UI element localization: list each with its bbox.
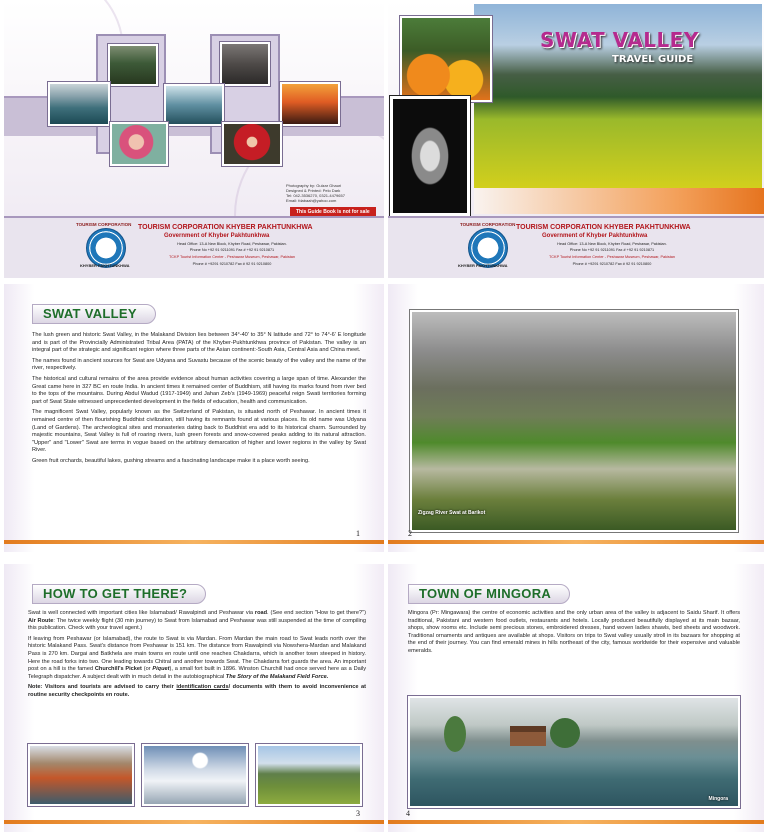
photo-caption: Mingora [708,796,728,802]
page-heading: TOWN OF MINGORA [408,584,570,604]
org-name: TOURISM CORPORATION KHYBER PAKHTUNKHWA [516,224,691,231]
photo-credit [286,183,345,203]
page-ribbon [388,820,764,824]
logo-arc-text: TOURISM CORPORATION [460,222,516,227]
page-3-body [28,610,366,703]
photo-child [110,122,168,166]
photo-autumn-river [28,744,134,806]
org-tic-phone: Phone # +9291 9210782 Fax # 92 91 9210800 [192,262,272,266]
page-4 [388,564,764,832]
tree-shape [550,718,580,748]
credit-tel: Tel: 042-3536270, 0321-4479657 [286,193,345,198]
photo-snow-valley [142,744,248,806]
org-phone: Phone No +92 91 9211091 Fax # +92 91 9210871 [569,248,655,252]
page-number: 4 [406,809,410,818]
org-tic: TCKP Tourist Information Center - Peshawar Museum, Peshawar, Pakistan [548,255,676,259]
page-heading: SWAT VALLEY [32,304,156,324]
page-number: 2 [408,529,412,538]
photo-sunset-tree [280,82,340,126]
photo-green-hills [256,744,362,806]
credit-email: Email: fdabaah@yahoo.com [286,198,337,203]
photo-girl-red-scarf [222,122,282,166]
spread-pages-1-2 [0,284,768,552]
page-number: 1 [356,529,360,538]
page-ribbon [388,540,764,544]
org-government: Government of Khyber Pakhtunkhwa [542,233,648,239]
paragraph-route: Swat is well connected with important cities like Islamabad/ Rawalpindi and Peshawar via road. (See end section "How to get there?") Air Route: The twice weekly flight (30 min journey) to Swat from Islamabad and Peshawar was still suspended at the time of compiling this publication. Check with your travel agent.) [28,610,366,632]
photo-stone-carving [220,42,270,86]
tckp-logo [468,228,508,268]
photo-stupa-statue [390,96,470,216]
org-head-office: Head Office: 13-A New Block, Khyber Road, Peshawar, Pakistan. [177,242,287,246]
logo-subtext: KHYBER PAKHTUNKHWA [80,263,130,268]
cover-subtitle: TRAVEL GUIDE [612,54,694,65]
tree-shape [444,716,466,752]
paragraph: The magnificent Swat Valley, popularly known as the Switzerland of Pakistan, is situated north of Peshawar. In ancient times it remained centre of then flourishing Buddhist civilization, still having its remnants found at various places. Its old name was Udyana (Land of Gardens). The archeological sites and monasteries dating back to Buddhist era add to its historical charm. Surrounded by majestic mountains, Swat Valley is full of roaring rivers, lush green forests and snow-covered peaks adding to its natural attraction. "Upper" and "Lower" Swat are terms in vogue based on the arbitrary demarcation of higher and lower regions in the valley by Swat River. [32,409,366,454]
cover-accent-band [474,188,764,214]
credit-photography: Photography by: Gulzar Ghauri [286,183,342,188]
front-cover [388,0,764,278]
paragraph: The names found in ancient sources for Swat are Udyana and Suvastu because of the scenic beauty of the valley and the name of the river, respectively. [32,357,366,372]
back-cover [4,0,384,278]
logo-arc-text: TOURISM CORPORATION [76,222,132,227]
paragraph: Green fruit orchards, beautiful lakes, gushing streams and a fascinating landscape make it a place worth seeing. [32,457,310,464]
photo-flower-garden [400,16,492,102]
page-ribbon [4,540,384,544]
page-1 [4,284,384,552]
photo-mountain-lake [48,82,110,126]
tckp-logo [86,228,126,268]
photo-zigzag-river [410,310,738,532]
not-for-sale-badge: This Guide Book is not for sale [290,207,376,217]
paragraph: The historical and cultural remains of the area provide evidence about human activities covering a large span of time. Alexander the Great came here in 327 BC en route India. In ancient times it remained center of Buddhism, still having its marks found from river bed to the tops of the mountains. During Abdul Wadud (1917-1949) and Jahan Zeb's (1949-1969) peaceful reign Swati territories forming part of Swat State witnessed unprecedented development in the fields of education, health and communication. [32,375,366,405]
org-tic-phone: Phone # +9291 9210782 Fax # 92 91 9210800 [572,262,652,266]
cover-spread [0,0,768,278]
org-government: Government of Khyber Pakhtunkhwa [164,233,270,239]
page-3 [4,564,384,832]
org-name: TOURISM CORPORATION KHYBER PAKHTUNKHWA [138,224,313,231]
note-identification: Note: Visitors and tourists are advised to carry their identification cards/ documents with them to avoid inconvenience at routine security checkpoints en route. [28,684,366,698]
paragraph: The lush green and historic Swat Valley, in the Malakand Division lies between 34°-40' to 35° N latitude and 72° to 74°-6' E longitude and is part of the Provincially Administrated Tribal Area (PATA) of the Khyber-Pukhtunkhwa province of Pakistan. The valley is an integral part of the strategic and significant region where three parts of the Asian continent:-South Asia, Central Asia and China meet. [32,332,366,354]
photo-forest [108,44,158,86]
org-head-office: Head Office: 13-A New Block, Khyber Road, Peshawar, Pakistan. [557,242,667,246]
page-number: 3 [356,809,360,818]
page-4-body: Mingora (Pr: Mingawara) the centre of economic activities and the only urban area of the valley is adjacent to Saidu Sharif. It offers traditional, Pakistani and western food outlets, restaurants and hotels. Locally produced beautifully displayed at its main bazaar, shops, show rooms etc. Include semi precious stones, embroidered dresses, hand woven ladies shawls, bed sheets and woodwork. Traditional ornaments and antiques are available at shops. Visitors on trips to Swat valley usually stroll in its bazaars for shopping at the end of their journey. You can find emerald mines in hills northeast of the city, famous worldwide for their expensive and valuable emeralds. [408,610,740,654]
photo-mingora-lake [408,696,740,808]
credit-design: Designed & Printed: Pelo Dark [286,188,341,193]
cover-title: SWAT VALLEY [540,28,699,52]
page-heading: HOW TO GET THERE? [32,584,206,604]
page-1-body [32,332,366,469]
house-shape [510,726,546,746]
logo-subtext: KHYBER PAKHTUNKHWA [458,263,508,268]
paragraph-road: If leaving from Peshawar (or Islamabad), the route to Swat is via Mardan. From Mardan the main road to Swat leads north over the historic Malakand Pass. Swat's distance from Peshawar is 151 km. The distance from Rawalpindi via Nowshera-Mardan and Malakand Pass is 270 km. Dargai and Batkhela are main towns en route until one reaches Chakdarra, which is another town steeped in history. Here the road forks into two. One leading towards Chitral and another towards Swat. The Chakdarra fort guards the area. An important post on a hill is the famed Churchill's Picket (or Piquet), a small fort built in 1896. Winston Churchill had once served here as a Daily Telegraph dispatcher. A subject dealt with in much detail in the autobiographical The Story of the Malakand Field Force. [28,635,366,680]
org-tic: TCKP Tourist Information Center - Peshawar Museum, Peshawar, Pakistan [168,255,296,259]
photo-caption: Zigzag River Swat at Barikot [418,510,486,516]
spread-pages-3-4 [0,564,768,832]
photo-river [164,84,224,126]
page-2 [388,284,764,552]
org-phone: Phone No +92 91 9211091 Fax # +92 91 9210871 [189,248,275,252]
page-ribbon [4,820,384,824]
